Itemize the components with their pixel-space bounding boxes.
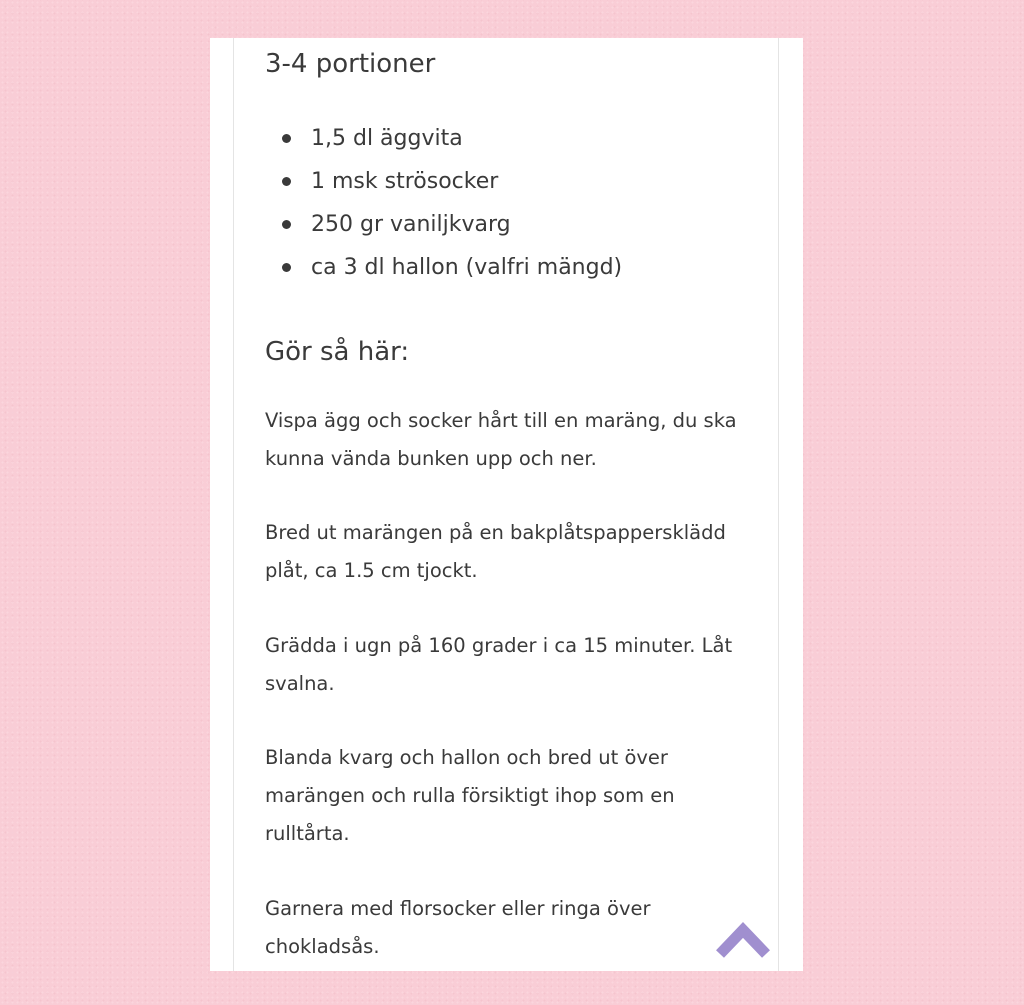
scroll-to-top-button[interactable]	[714, 918, 772, 962]
ingredient-text: 1,5 dl äggvita	[311, 126, 463, 151]
instructions-heading: Gör så här:	[265, 337, 410, 367]
recipe-card	[210, 38, 803, 971]
portions-heading: 3-4 portioner	[265, 49, 436, 79]
list-item	[265, 203, 622, 246]
chevron-up-icon	[714, 918, 772, 962]
bullet-icon	[282, 220, 291, 229]
instruction-step: Vispa ägg och socker hårt till en maräng, du ska kunna vända bunken upp och ner.	[265, 409, 737, 470]
bullet-icon	[282, 263, 291, 272]
left-border-line	[233, 38, 234, 971]
ingredient-text: 250 gr vaniljkvarg	[311, 212, 511, 237]
ingredient-text: 1 msk strösocker	[311, 169, 499, 194]
right-border-line	[778, 38, 779, 971]
bullet-icon	[282, 177, 291, 186]
instruction-step: Garnera med florsocker eller ringa över chokladsås.	[265, 897, 651, 958]
list-item	[265, 117, 622, 160]
list-item	[265, 246, 622, 289]
instruction-step: Blanda kvarg och hallon och bred ut över marängen och rulla försiktigt ihop som en rulltårta.	[265, 746, 675, 845]
instruction-step: Grädda i ugn på 160 grader i ca 15 minuter. Låt svalna.	[265, 634, 733, 695]
instruction-step: Bred ut marängen på en bakplåtspappersklädd plåt, ca 1.5 cm tjockt.	[265, 521, 726, 582]
ingredient-text: ca 3 dl hallon (valfri mängd)	[311, 255, 623, 280]
list-item	[265, 160, 622, 203]
bullet-icon	[282, 134, 291, 143]
ingredient-list	[265, 117, 622, 289]
